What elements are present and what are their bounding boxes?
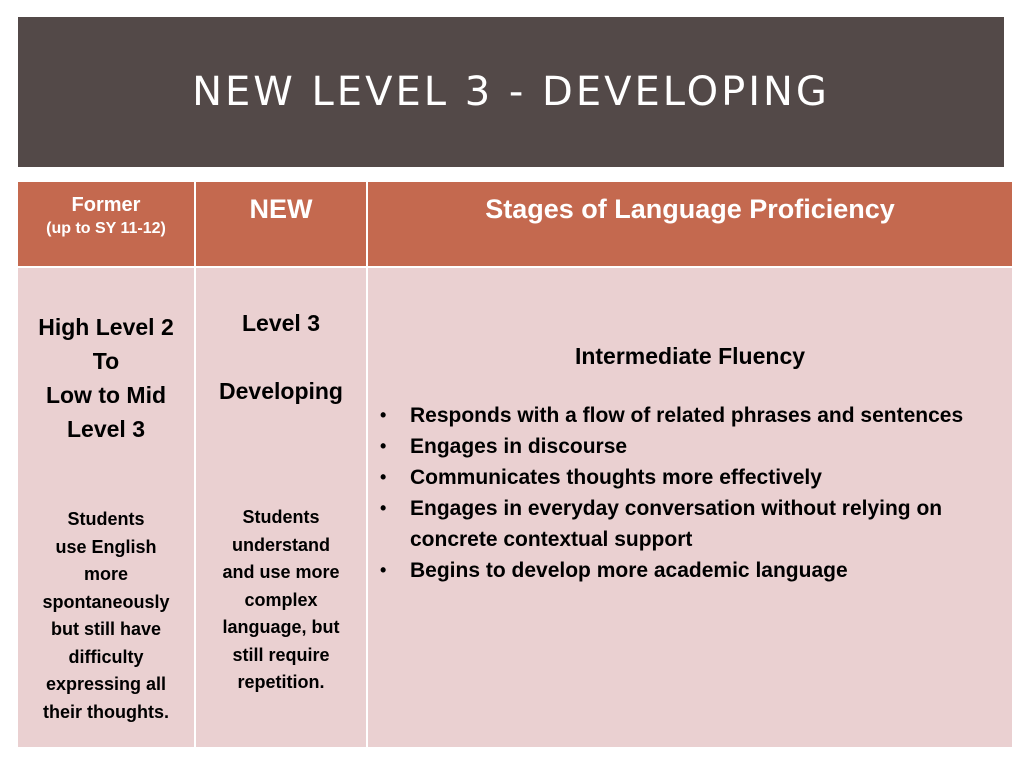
title-bar: [18, 17, 1004, 167]
stage-bullet-text: Responds with a flow of related phrases and sentences: [410, 404, 964, 427]
stage-bullet-text: Communicates thoughts more effectively: [410, 466, 822, 489]
former-description-line: difficulty: [68, 646, 144, 667]
stage-bullet: [368, 462, 1012, 493]
new-description-line: understand: [231, 534, 330, 555]
header-stages-label: Stages of Language Proficiency: [485, 194, 895, 224]
stage-bullet: [368, 493, 1012, 555]
new-description-line: complex: [244, 589, 318, 610]
new-description-line: language, but: [222, 617, 340, 637]
new-cell: [196, 268, 366, 747]
former-description-line: spontaneously: [42, 591, 170, 612]
new-level: Level 3: [242, 310, 320, 336]
new-description-line: still require: [232, 644, 330, 665]
header-former-subtitle: (up to SY 11-12): [46, 220, 166, 237]
stage-bullet-list: [368, 400, 1012, 586]
new-description-line: and use more: [222, 562, 340, 582]
stage-bullet: [368, 431, 1012, 462]
former-level-line: Low to Mid: [45, 382, 167, 408]
former-description-line: use English: [55, 536, 157, 557]
stage-bullet: [368, 400, 1012, 431]
former-description-line: but still have: [50, 619, 162, 639]
stage-title: Intermediate Fluency: [574, 343, 806, 369]
header-new-label: NEW: [249, 194, 313, 224]
stage-bullet-text: Engages in discourse: [410, 435, 628, 458]
proficiency-table: [18, 182, 1012, 747]
bullet-dot-icon: •: [380, 498, 387, 518]
header-former: [18, 182, 194, 266]
stages-cell: [368, 268, 1012, 747]
bullet-dot-icon: •: [380, 405, 387, 425]
former-description-line: expressing all: [45, 674, 167, 694]
former-description-line: their thoughts.: [43, 701, 169, 722]
stage-bullet-text: Engages in everyday conversation without relying on concrete contextual support: [410, 497, 943, 551]
former-description: [18, 446, 194, 726]
header-stages: [368, 182, 1012, 266]
former-description-line: more: [83, 564, 128, 584]
bullet-dot-icon: •: [380, 467, 387, 487]
new-description-line: repetition.: [237, 672, 325, 692]
bullet-dot-icon: •: [380, 560, 387, 580]
slide-title: NEW LEVEL 3 - DEVELOPING: [192, 69, 830, 115]
former-description-line: Students: [67, 509, 145, 529]
former-cell: [18, 268, 194, 747]
bullet-dot-icon: •: [380, 436, 387, 456]
new-description: [196, 408, 366, 697]
former-level-block: [18, 268, 194, 446]
stage-bullet-text: Begins to develop more academic language: [410, 559, 848, 582]
new-description-line: Students: [242, 507, 320, 527]
header-former-title: Former: [71, 194, 141, 216]
former-level-line: To: [92, 348, 120, 374]
former-level-line: Level 3: [67, 416, 145, 442]
new-level-name: Developing: [219, 378, 343, 404]
former-level-line: High Level 2: [38, 314, 174, 340]
stage-bullet: [368, 555, 1012, 586]
header-new: [196, 182, 366, 266]
